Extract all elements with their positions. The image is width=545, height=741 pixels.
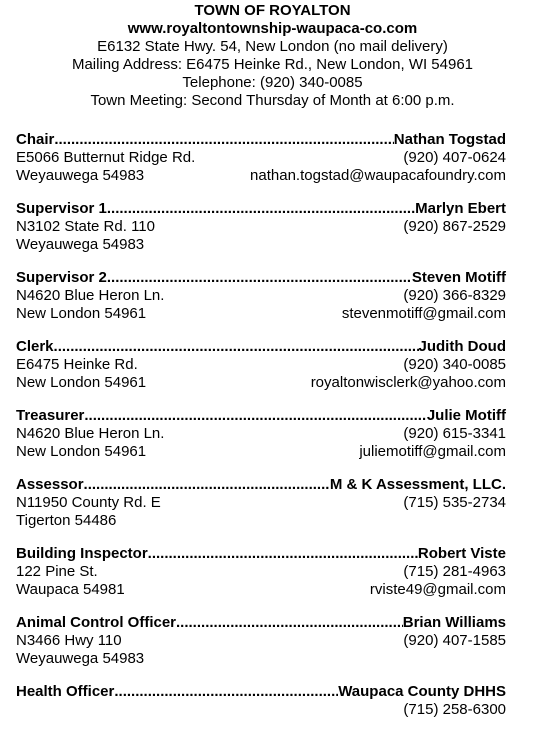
official-name: Judith Doud <box>418 338 506 355</box>
official-title: Treasurer <box>16 407 85 424</box>
official-email[interactable]: royaltonwisclerk@yahoo.com <box>310 374 506 391</box>
official-city: New London 54961 <box>16 305 147 322</box>
official-phone: (920) 867-2529 <box>403 218 506 235</box>
official-entry-health-officer <box>16 683 506 719</box>
official-email[interactable]: rviste49@gmail.com <box>369 581 506 598</box>
official-address: N3466 Hwy 110 <box>16 632 122 649</box>
official-entry-building-inspector <box>16 545 506 599</box>
dot-leader <box>176 614 403 632</box>
official-title: Supervisor 2 <box>16 269 107 286</box>
official-name: Steven Motiff <box>411 269 506 286</box>
official-name: Brian Williams <box>402 614 506 631</box>
official-address: N4620 Blue Heron Ln. <box>16 287 165 304</box>
official-phone: (715) 281-4963 <box>403 563 506 580</box>
official-city: Weyauwega 54983 <box>16 167 145 184</box>
official-email[interactable]: nathan.togstad@waupacafoundry.com <box>250 167 506 184</box>
official-title: Building Inspector <box>16 545 148 562</box>
official-name: M & K Assessment, LLC. <box>329 476 506 493</box>
official-phone: (715) 258-6300 <box>403 701 506 718</box>
official-email[interactable]: stevenmotiff@gmail.com <box>341 305 506 322</box>
official-phone: (920) 615-3341 <box>403 425 506 442</box>
official-phone: (715) 535-2734 <box>403 494 506 511</box>
official-city: Weyauwega 54983 <box>16 650 145 667</box>
official-entry-clerk <box>16 338 506 392</box>
official-address: N11950 County Rd. E <box>16 494 161 511</box>
dot-leader <box>84 407 426 425</box>
official-address: N3102 State Rd. 110 <box>16 218 155 235</box>
official-title: Clerk <box>16 338 54 355</box>
official-city: New London 54961 <box>16 374 147 391</box>
town-telephone: Telephone: (920) 340-0085 <box>182 74 363 91</box>
official-title: Animal Control Officer <box>16 614 177 631</box>
official-address: E5066 Butternut Ridge Rd. <box>16 149 196 166</box>
official-city: Tigerton 54486 <box>16 512 117 529</box>
official-title: Supervisor 1 <box>16 200 107 217</box>
official-entry-supervisor-2 <box>16 269 506 323</box>
official-name: Waupaca County DHHS <box>338 683 506 700</box>
dot-leader <box>84 476 330 494</box>
official-name: Marlyn Ebert <box>415 200 506 217</box>
dot-leader <box>54 131 393 149</box>
dot-leader <box>54 338 419 356</box>
dot-leader <box>148 545 418 563</box>
official-entry-assessor <box>16 476 506 530</box>
official-city: Weyauwega 54983 <box>16 236 145 253</box>
official-title: Health Officer <box>16 683 115 700</box>
dot-leader <box>107 200 415 218</box>
official-email[interactable]: juliemotiff@gmail.com <box>359 443 506 460</box>
official-name: Julie Motiff <box>426 407 506 424</box>
official-entry-treasurer <box>16 407 506 461</box>
officials-list <box>16 131 506 719</box>
official-address: N4620 Blue Heron Ln. <box>16 425 165 442</box>
meeting-schedule: Town Meeting: Second Thursday of Month at 6:00 p.m. <box>90 92 455 109</box>
town-name: TOWN OF ROYALTON <box>194 2 351 19</box>
official-entry-animal-control-officer <box>16 614 506 668</box>
town-header <box>0 0 545 110</box>
official-name: Nathan Togstad <box>393 131 506 148</box>
official-name: Robert Viste <box>417 545 506 562</box>
dot-leader <box>114 683 338 701</box>
official-title: Chair <box>16 131 55 148</box>
official-address: E6475 Heinke Rd. <box>16 356 138 373</box>
official-entry-supervisor-1 <box>16 200 506 254</box>
official-phone: (920) 340-0085 <box>403 356 506 373</box>
website-link[interactable]: www.royaltontownship-waupaca-co.com <box>127 20 418 37</box>
official-address: 122 Pine St. <box>16 563 98 580</box>
official-phone: (920) 366-8329 <box>403 287 506 304</box>
dot-leader <box>107 269 412 287</box>
official-entry-chair <box>16 131 506 185</box>
official-city: Waupaca 54981 <box>16 581 125 598</box>
official-title: Assessor <box>16 476 84 493</box>
official-phone: (920) 407-1585 <box>403 632 506 649</box>
street-address: E6132 State Hwy. 54, New London (no mail delivery) <box>97 38 448 55</box>
official-phone: (920) 407-0624 <box>403 149 506 166</box>
mailing-address: Mailing Address: E6475 Heinke Rd., New London, WI 54961 <box>71 56 474 73</box>
official-city: New London 54961 <box>16 443 147 460</box>
